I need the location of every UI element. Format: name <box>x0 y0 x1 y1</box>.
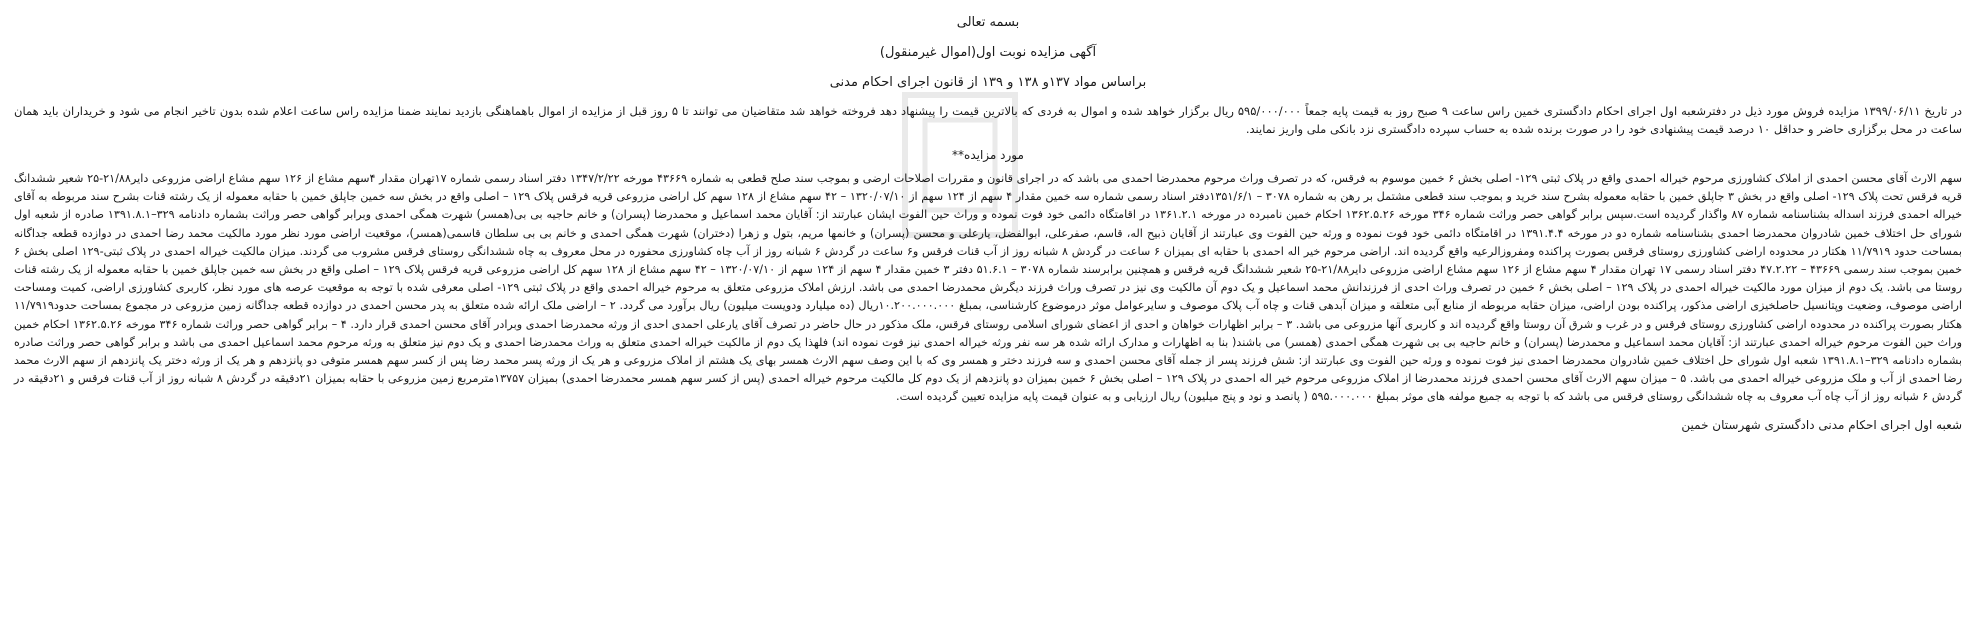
notice-title: آگهی مزایده نوبت اول(اموال غیرمنقول) <box>879 45 1097 60</box>
issuing-branch-signature: شعبه اول اجرای احکام مدنی دادگستری شهرستان خمین <box>1681 417 1962 432</box>
bismillah-heading: بسمه تعالی <box>956 15 1020 30</box>
intro-paragraph: در تاریخ ۱۳۹۹/۰۶/۱۱ مزایده فروش مورد ذیل در دفترشعبه اول اجرای احکام دادگستری خمین راس ساعت ۹ صبح روز به قیمت پایه جمعاً ۵۹۵/۰۰۰/۰۰۰ ریال برگزار خواهد شده و اموال به فردی که بالاترین قیمت را پیشنهاد دهد فروخته خواهد شد متقاضیان می توانند تا ۵ روز قبل از مزایده از اموال باهماهنگی بازدید نمایند ضمنا مزایده راس ساعت اعلام شده بدون تاخیر انجام می شود و خریداران باید همان ساعت در محل برگزاری حاضر و حداقل ۱۰ درصد قیمت پیشنهادی خود را در صورت برنده شده به حساب سپرده دادگستری نزد بانکی ملی واریز نمایند. <box>14 104 1962 136</box>
auction-subject-heading: مورد مزایده** <box>952 148 1024 162</box>
legal-basis-line: براساس مواد ۱۳۷و ۱۳۸ و ۱۳۹ از قانون اجرای احکام مدنی <box>829 75 1147 90</box>
auction-subject-body: سهم الارث آقای محسن احمدی از املاک کشاورزی مرحوم خیراله احمدی واقع در پلاک ثبتی ۱۲۹- اصلی بخش ۶ خمین موسوم به فرقس، که در تصرف وراث مرحوم محمدرضا احمدی می باشد که در اجرای قانون و مقررات اصلاحات ارضی و بموجب سند صلح قطعی به شماره ۴۳۶۶۹ مورخه ۱۳۴۷/۲/۲۲ دفتر اسناد رسمی شماره ۱۷تهران مقدار ۴سهم مشاع از ۱۲۶ سهم مشاع اراضی مزروعی دایر۲۱/۸۸-۲۵ شعیر ششدانگ قریه فرقس تحت پلاک ۱۲۹- اصلی واقع در بخش ۳ جاپلق خمین با حقابه معموله بشرح سند خرید و بموجب سند قطعی مشتمل بر رهن به شماره ۳۰۷۸ – ۱۳۵۱/۶/۱دفتر اسناد رسمی شماره سه خمین مقدار ۴ سهم از ۱۲۴ سهم از ۱۳۲۰/۰۷/۱۰ – ۴۲ سهم مشاع از ۱۲۸ سهم کل اراضی مزروعی قریه فرقس پلاک ۱۲۹ – اصلی واقع در بخش سه خمین جاپلق خمین با حقابه معموله از یک رشته قنات بشرح سند مربوطه به آقای خیراله احمدی فرزند اسداله بشناسنامه شماره ۸۷ واگذار گردیده است.سپس برابر گواهی حصر وراثت شماره ۳۴۶ مورخه ۱۳۶۲.۵.۲۶ احکام خمین نامبرده در مورخه ۱۳۶۱.۲.۱ در اقامتگاه دائمی خود فوت نموده و وراث حین الفوت ایشان عبارتند از: آقایان محمد اسماعیل و محمدرضا (پسران) و خانم حاجیه بی بی(همسر) شهرت همگی احمدی وبرابر گواهی حصر وراثت بشماره دادنامه ۳۲۹–۱۳۹۱.۸.۱ صادره از شعبه اول شورای حل اختلاف خمین شادروان محمدرضا احمدی بشناسنامه شماره دو در مورخه ۱۳۹۱.۴.۴ در اقامتگاه دائمی خود فوت نموده و ورثه حین الفوت وی عبارتند از آقایان ذبیح اله، قاسم، صفرعلی، ابوالفضل، یارعلی و محسن (پسران) و خانمها مریم، بتول و زهرا (دختران) شهرت همگی احمدی و خانم بی بی سلطان قاسمی(همسر)، موقعیت اراضی مورد نظر مورد مالکیت محمد رضا احمدی در دوازده قطعه جداگانه بمساحت حدود ۱۱/۷۹۱۹ هکتار در محدوده اراضی کشاورزی روستای فرقس بصورت پراکنده ومفروزالرعیه واقع گردیده اند. اراضی مرحوم خیر اله احمدی با حقابه ای بمیزان ۶ ساعت در گردش ۸ شبانه روز از آب قنات فرقس و۶ ساعت در گردش ۶ شبانه روز از آب چاه کشاورزی محفوره در محل معروف به چاه ششدانگی روستای فرقس مشروب می گردند. میزان مالکیت خیراله احمدی در پلاک ثبتی-۱۲۹ اصلی بخش ۶ خمین بموجب سند رسمی ۴۳۶۶۹ – ۴۷.۲.۲۲ دفتر اسناد رسمی ۱۷ تهران مقدار ۴ سهم مشاع از ۱۲۶ سهم مشاع اراضی مزروعی دایر۲۱/۸۸-۲۵ شعیر ششدانگ قریه فرقس و همچنین برابرسند شماره ۳۰۷۸ – ۵۱.۶.۱ دفتر ۳ خمین مقدار ۴ سهم از ۱۲۴ سهم از ۱۳۲۰/۰۷/۱۰ – ۴۲ سهم مشاع از ۱۲۸ سهم کل اراضی مزروعی قریه فرقس پلاک ۱۲۹ – اصلی واقع در بخش سه خمین جاپلق خمین با حقابه معموله از یک رشته قنات روستا می باشد. یک دوم از میزان مورد مالکیت خیراله احمدی در پلاک ۱۲۹ – اصلی بخش ۶ خمین در تصرف وراث احدی از فرزندانش محمد اسماعیل و یک دوم آن مالکیت وی نیز در تصرف وراث فرزند دیگرش محمدرضا احمدی می باشد. ارزش املاک مزروعی متعلق به مرحوم خیراله احمدی واقع در پلاک ثبتی ۱۲۹- اصلی معرفی شده با توجه به موقعیت عرصه های مورد نظر، کاربری کشاورزی اراضی، کمیت ومساحت اراضی موصوف، وضعیت وپتانسیل حاصلخیزی اراضی مذکور، پراکنده بودن اراضی، میزان حقابه مربوطه از منابع آبی متعلقه و میزان آبدهی قنات و چاه آب پلاک موصوف و سایرعوامل موثر درموضوع کارشناسی، بمبلغ ۱۰.۲۰۰.۰۰۰.۰۰۰ریال (ده میلیارد ودویست میلیون) ریال برآورد می گردد. ۲ – اراضی ملک ارائه شده متعلق به پدر محسن احمدی در دوازده قطعه جداگانه زمین مزروعی در مجموع بمساحت حدود۱۱/۷۹۱۹ هکتار بصورت پراکنده در محدوده اراضی کشاورزی روستای فرقس و در غرب و شرق آن روستا واقع گردیده اند و کاربری آنها مزروعی می باشد. ۳ – برابر اظهارات خواهان و احدی از اعضای شورای اسلامی روستای فرقس، ملک مذکور در حال حاضر در تصرف آقای یارعلی احمدی احدی از ورثه محمدرضا احمدی وبرادر آقای محسن احمدی قرار دارد. ۴ – برابر گواهی حصر وراثت شماره ۳۴۶ مورخه ۱۳۶۲.۵.۲۶ احکام خمین وراث حین الفوت مرحوم خیراله احمدی عبارتند از: آقایان محمد اسماعیل و محمدرضا (پسران) و خانم حاجیه بی بی شهرت همگی احمدی (همسر) می باشند( بنا به اظهارات و مدارک ارائه شده هر سه نفر ورثه خیراله احمدی نیز فوت نموده اند) فلهذا یک دوم از مالکیت خیراله احمدی متعلق به وراث محمدرضا احمدی و یک دوم نیز متعلق به ورثه مرحوم محمد اسماعیل احمدی می باشد و برابر گواهی حصر وراثت صادره بشماره دادنامه ۳۲۹–۱۳۹۱.۸.۱ شعبه اول شورای حل اختلاف خمین شادروان محمدرضا احمدی نیز فوت نموده و ورثه حین الفوت وی عبارتند از: شش فرزند پسر از جمله آقای محسن احمدی و سه فرزند دختر و همسر وی که با این وصف سهم الارث همسر بهای یک هشتم از املاک مزروعی و هر یک از ورثه پسر محمد رضا پس از کسر سهم همسر متوفی دو پانزدهم و هر یک از ورثه دختر یک پانزدهم از سهم الارث محمد رضا احمدی از آب و ملک مزروعی خیراله احمدی می باشد. ۵ – میزان سهم الارث آقای محسن احمدی فرزند محمدرضا از املاک مزروعی مرحوم خیر اله احمدی در پلاک ۱۲۹ – اصلی بخش ۶ خمین بمیزان دو پانزدهم از یک دوم کل مالکیت مرحوم خیراله احمدی (پس از کسر سهم همسر محمدرضا احمدی) بمیزان ۱۳۷۵۷مترمربع زمین مزروعی با حقابه بمیزان ۲۱دقیقه در گردش ۸ شبانه روز از آب قنات فرقس و ۲۱دقیقه در گردش ۶ شبانه روز از آب چاه آب معروف به چاه ششدانگی روستای فرقس می باشد که با توجه به جمیع مولفه های موثر بمبلغ ۵۹۵.۰۰۰.۰۰۰ ( پانصد و نود و پنج میلیون) ریال ارزیابی و به عنوان قیمت پایه مزایده تعیین گردیده است. <box>14 172 1963 404</box>
